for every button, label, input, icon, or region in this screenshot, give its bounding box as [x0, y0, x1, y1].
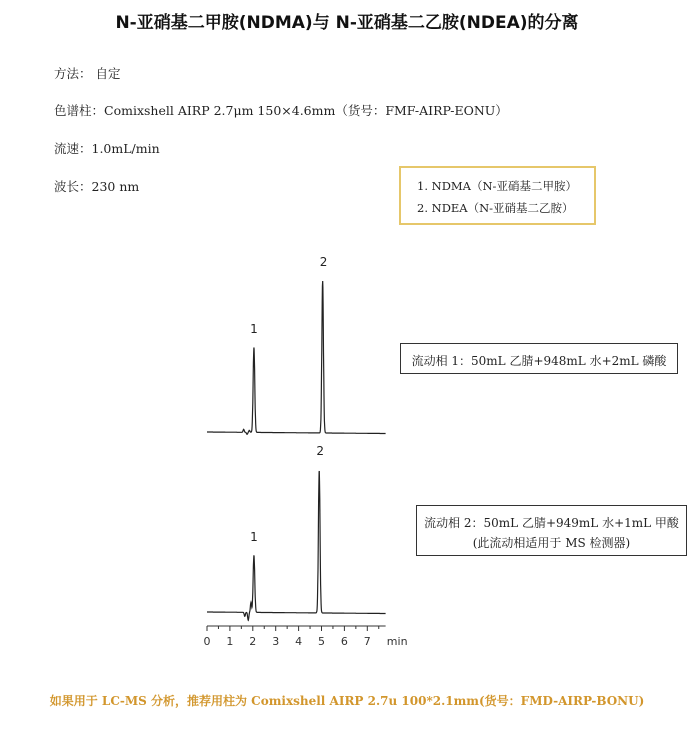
column-text: 色谱柱：Comixshell AIRP 2.7μm 150×4.6mm（货号：FMF-AIRP-EONU）: [54, 103, 508, 118]
x-tick-label: 0: [203, 635, 211, 648]
footer-recommendation: 如果用于 LC-MS 分析，推荐用柱为 Comixshell AIRP 2.7u 100*2.1mm(货号：FMD-AIRP-BONU): [49, 694, 645, 708]
flow-rate-text: 流速：1.0mL/min: [54, 141, 160, 156]
peak-label-2-2: 2: [316, 444, 325, 458]
chromatogram-trace-1: [207, 281, 386, 434]
x-tick-label: 3: [272, 635, 280, 648]
x-axis-unit-label: min: [386, 635, 408, 648]
peak-label-1-2: 2: [319, 255, 328, 269]
peak-label-2-1: 1: [250, 529, 258, 544]
x-tick-label: 2: [249, 635, 257, 648]
peak-label-1-1: 1: [250, 321, 258, 336]
wavelength-text: 波长：230 nm: [54, 179, 140, 194]
x-tick-label: 4: [295, 635, 303, 648]
mobile-phase-2-text: 流动相 2：50mL 乙腈+949mL 水+1mL 甲酸: [424, 516, 679, 530]
x-tick-label: 6: [340, 635, 348, 648]
legend-item-ndma: 1. NDMA（N-亚硝基二甲胺）: [417, 179, 577, 193]
mobile-phase-2-note: (此流动相适用于 MS 检测器): [472, 536, 631, 550]
page-title: N-亚硝基二甲胺(NDMA)与 N-亚硝基二乙胺(NDEA)的分离: [115, 13, 579, 33]
mobile-phase-1-text: 流动相 1：50mL 乙腈+948mL 水+2mL 磷酸: [411, 354, 667, 368]
chromatogram-trace-2: [207, 471, 386, 620]
mobile-phase-2-box: [416, 505, 687, 556]
method-text: 方法： 自定: [54, 66, 121, 81]
legend-item-ndea: 2. NDEA（N-亚硝基二乙胺）: [417, 201, 574, 215]
x-tick-label: 5: [318, 635, 325, 648]
x-tick-label: 1: [226, 635, 234, 648]
mobile-phase-1-box: [400, 343, 678, 374]
x-tick-label: 7: [363, 635, 371, 648]
